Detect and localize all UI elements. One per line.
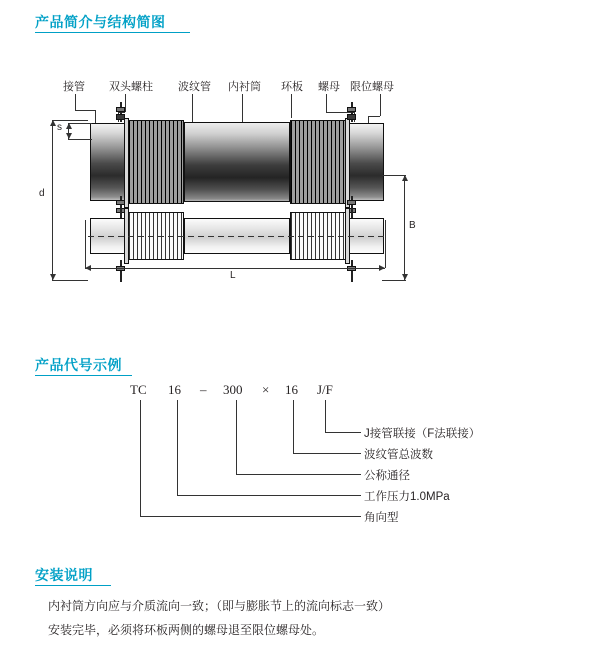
code-line-waves-h bbox=[293, 453, 361, 454]
pipe-right-top bbox=[346, 123, 384, 201]
leader-2 bbox=[125, 94, 126, 112]
dim-B-line bbox=[404, 175, 405, 280]
callout-label-liner: 内衬筒 bbox=[228, 81, 261, 93]
section-underline-structure bbox=[35, 32, 190, 33]
nut-right-upper bbox=[347, 107, 356, 112]
section-underline-code bbox=[35, 375, 132, 376]
code-desc-nominal-diameter: 公称通径 bbox=[364, 470, 410, 482]
callout-label-connecting-pipe: 接管 bbox=[63, 81, 85, 93]
dim-B-ext-top bbox=[382, 175, 406, 176]
leader-7-h bbox=[368, 116, 380, 117]
liner-body-top bbox=[184, 122, 290, 202]
ring-plate-left-top bbox=[124, 118, 129, 208]
code-line-dn-v bbox=[236, 400, 237, 474]
callout-label-double-end-stud: 双头螺柱 bbox=[109, 81, 153, 93]
callout-label-bellows: 波纹管 bbox=[178, 81, 211, 93]
code-token-dash: – bbox=[200, 382, 207, 397]
bellows-left-top bbox=[128, 120, 184, 204]
limit-nut-left-upper bbox=[116, 114, 125, 120]
callout-label-nut: 螺母 bbox=[318, 81, 340, 93]
dim-s-ext-bottom bbox=[68, 139, 92, 140]
nut-right-bottom-upper bbox=[347, 200, 356, 205]
stud-right-bottom-upper bbox=[351, 196, 353, 214]
section-title-structure: 产品简介与结构简图 bbox=[35, 14, 166, 30]
structure-diagram bbox=[30, 70, 570, 290]
callout-label-ring-plate: 环板 bbox=[281, 81, 303, 93]
code-token-16b: 16 bbox=[285, 382, 298, 397]
leader-7 bbox=[380, 94, 381, 116]
code-token-300: 300 bbox=[223, 382, 243, 397]
code-line-jf-v bbox=[325, 400, 326, 432]
dim-L-ext-left bbox=[85, 220, 86, 268]
code-token-times: × bbox=[262, 382, 270, 397]
dim-d-ext-bottom bbox=[52, 280, 88, 281]
code-desc-wave-count: 波纹管总波数 bbox=[364, 449, 433, 461]
code-desc-connection: J接管联接（F法联接） bbox=[364, 428, 481, 440]
code-line-waves-v bbox=[293, 400, 294, 453]
code-line-type-h bbox=[140, 516, 361, 517]
dim-L-line bbox=[85, 268, 385, 269]
nut-left-upper bbox=[116, 107, 125, 112]
section-underline-installation bbox=[35, 585, 111, 586]
installation-notes bbox=[48, 597, 568, 644]
stud-right-bottom-lower bbox=[351, 260, 353, 282]
pipe-left-top bbox=[90, 123, 128, 201]
dim-d-ext-top bbox=[52, 120, 88, 121]
dim-s-ext-top bbox=[68, 123, 92, 124]
leader-5 bbox=[291, 94, 292, 118]
code-token-tc: TC bbox=[130, 382, 147, 397]
leader-1 bbox=[75, 94, 76, 110]
center-axis-line bbox=[88, 236, 386, 237]
leader-1-h bbox=[75, 110, 95, 111]
code-desc-working-pressure: 工作压力1.0MPa bbox=[364, 491, 450, 503]
dim-d-line bbox=[52, 120, 53, 280]
bellows-right-top bbox=[290, 120, 346, 204]
section-title-code: 产品代号示例 bbox=[35, 357, 122, 373]
dim-label-L: L bbox=[230, 270, 236, 281]
dim-L-ext-right bbox=[385, 220, 386, 268]
code-line-pressure-h bbox=[177, 495, 361, 496]
code-line-pressure-v bbox=[177, 400, 178, 495]
note-line-2: 安装完毕，必须将环板两侧的螺母退至限位螺母处。 bbox=[48, 622, 325, 637]
leader-6 bbox=[326, 94, 327, 112]
code-line-type-v bbox=[140, 400, 141, 516]
callout-label-limit-nut: 限位螺母 bbox=[350, 81, 394, 93]
code-line-dn-h bbox=[236, 474, 361, 475]
limit-nut-right-upper bbox=[347, 114, 356, 120]
product-code-diagram bbox=[30, 382, 570, 542]
code-line-jf-h bbox=[325, 432, 361, 433]
dim-label-B: B bbox=[409, 220, 416, 231]
code-desc-angular-type: 角向型 bbox=[364, 512, 399, 524]
code-token-16a: 16 bbox=[168, 382, 181, 397]
stud-left-bottom-upper bbox=[120, 196, 122, 214]
dim-B-ext-bottom bbox=[382, 280, 406, 281]
nut-left-bottom-upper bbox=[116, 200, 125, 205]
note-line-1: 内衬筒方向应与介质流向一致；（即与膨胀节上的流向标志一致） bbox=[48, 599, 391, 613]
code-token-jf: J/F bbox=[317, 382, 333, 397]
dim-label-d: d bbox=[39, 188, 45, 199]
ring-plate-right-top bbox=[345, 118, 350, 208]
stud-left-bottom-lower bbox=[120, 260, 122, 282]
leader-6-h bbox=[326, 112, 354, 113]
leader-1-v2 bbox=[95, 110, 96, 124]
dim-label-s: s bbox=[57, 122, 62, 133]
section-title-installation: 安装说明 bbox=[35, 567, 93, 583]
